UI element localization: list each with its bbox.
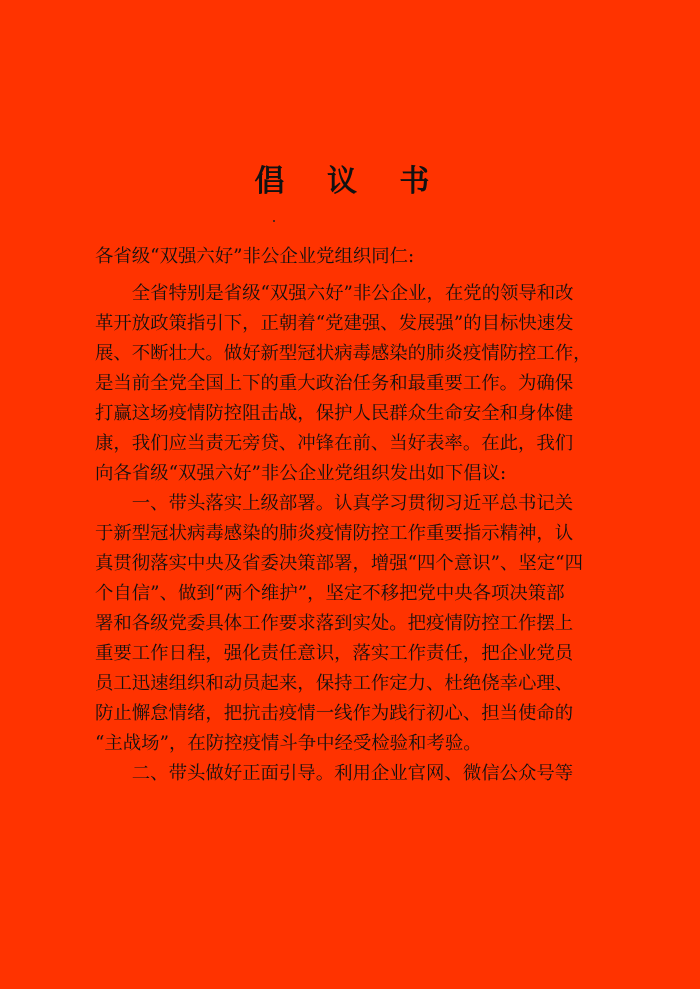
body-line: 向各省级“双强六好”非公企业党组织发出如下倡议: [95, 463, 507, 484]
document-title: 倡 议 书 [254, 164, 446, 199]
body-line: 员工迅速组织和动员起来，保持工作定力、杜绝侥幸心理、 [95, 673, 574, 694]
body-line: 全省特别是省级“双强六好”非公企业，在党的领导和改 [95, 283, 574, 304]
document-body [95, 242, 615, 789]
body-line: 康，我们应当责无旁贷、冲锋在前、当好表率。在此，我们 [95, 433, 574, 454]
body-line: 个自信”、做到“两个维护”，坚定不移把党中央各项决策部 [95, 583, 565, 604]
body-line: 防止懈怠情绪，把抗击疫情一线作为践行初心、担当使命的 [95, 703, 574, 724]
body-line: 于新型冠状病毒感染的肺炎疫情防控工作重要指示精神，认 [95, 523, 574, 544]
body-line: 是当前全党全国上下的重大政治任务和最重要工作。为确保 [95, 373, 574, 394]
stray-dot [273, 220, 275, 222]
body-line: 署和各级党委具体工作要求落到实处。把疫情防控工作摆上 [95, 613, 574, 634]
body-line: “主战场”，在防控疫情斗争中经受检验和考验。 [95, 733, 482, 754]
body-line: 展、不断壮大。做好新型冠状病毒感染的肺炎疫情防控工作， [95, 343, 592, 364]
body-line: 真贯彻落实中央及省委决策部署，增强“四个意识”、坚定“四 [95, 553, 583, 574]
body-line: 打赢这场疫情防控阻击战，保护人民群众生命安全和身体健 [95, 403, 574, 424]
salutation: 各省级“双强六好”非公企业党组织同仁: [95, 246, 415, 267]
body-line: 一、带头落实上级部署。认真学习贯彻习近平总书记关 [95, 493, 574, 514]
body-line: 革开放政策指引下，正朝着“党建强、发展强”的目标快速发 [95, 313, 574, 334]
body-line: 二、带头做好正面引导。利用企业官网、微信公众号等 [95, 763, 574, 784]
body-line: 重要工作日程，强化责任意识，落实工作责任，把企业党员 [95, 643, 574, 664]
